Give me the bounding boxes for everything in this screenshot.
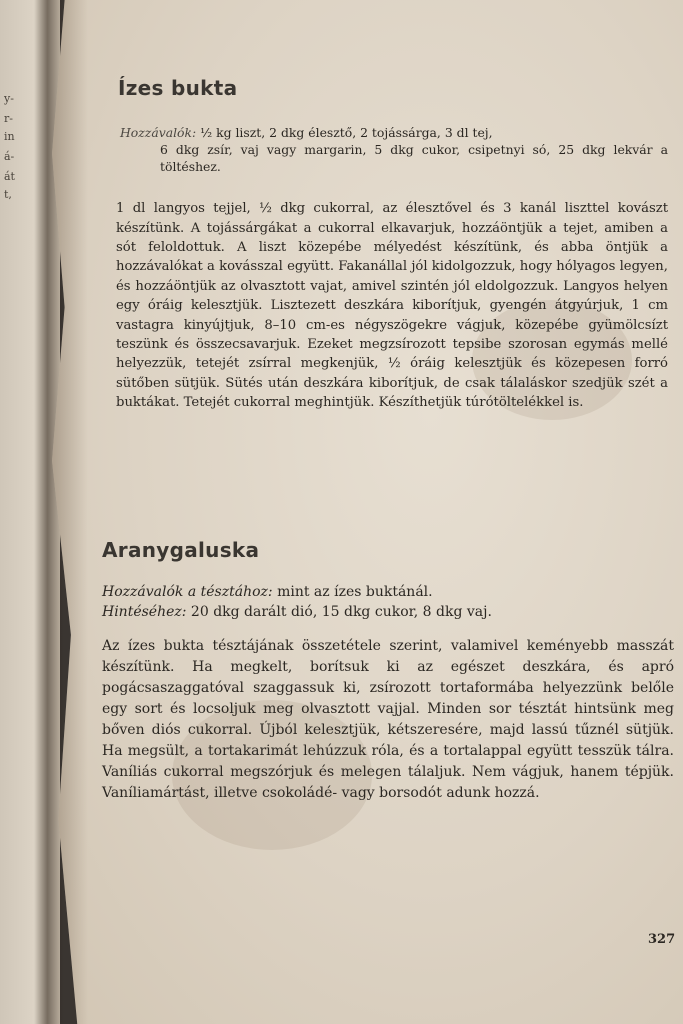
ingredients-continuation: 6 dkg zsír, vaj vagy margarin, 5 dkg cukor, csipetnyi só, 25 dkg lekvár a töltéshez. [160,142,668,174]
recipe-title-izes-bukta: Ízes bukta [118,76,238,100]
left-page-fragment: in [4,130,15,143]
left-page-fragment: át [4,170,15,183]
dough-value: mint az ízes buktánál. [272,584,433,600]
dough-ingredients [102,582,672,602]
sprinkle-value: 20 dkg darált dió, 15 dkg cukor, 8 dkg vaj. [186,604,492,620]
left-page-fragment: t, [4,188,12,201]
left-page-fragment: r- [4,112,13,125]
left-page-fragment: y- [4,92,14,105]
dough-label: Hozzávalók a tésztához: [102,584,273,600]
ingredients-first-line: ½ kg liszt, 2 dkg élesztő, 2 tojássárga, 3 dl tej, [196,125,493,140]
page-number: 327 [648,932,676,947]
sprinkle-ingredients [102,602,672,622]
ingredients-label: Hozzávalók: [120,125,197,140]
recipe2-ingredients [102,582,672,622]
recipe2-method: Az ízes bukta tésztájának összetétele szerint, valamivel keményebb masszát készítünk. Ha megkelt, borítsuk ki az egészet deszkára, és apró pogácsaszaggatóval szaggassuk ki, zsírozott tortaformába helyezzünk belőle egy sort és locsoljuk meg olvasztott vajjal. Minden sor tésztát hintsünk meg bőven diós cukorral. Újból kelesztjük, kétszeresére, majd lassú tűznél sütjük. Ha megsült, a tortakarimát lehúzzuk róla, és a tortalappal együtt tesszük tálra. Vaníliás cukorral megszórjuk és melegen tálaljuk. Nem vágjuk, hanem tépjük. Vaníliamártást, illetve csokoládé- vagy borsodót adunk hozzá. [102,638,674,801]
sprinkle-label: Hintéséhez: [102,604,187,620]
recipe1-ingredients [120,124,668,175]
recipe1-method: 1 dl langyos tejjel, ½ dkg cukorral, az élesztővel és 3 kanál liszttel kovászt készítünk. A tojássárgákat a cukorral elkavarjuk, hozzáöntjük a tejet, amiben a sót feloldottuk. A liszt közepébe mélyedést készítünk, és abba öntjük a hozzávalókat a kovásszal együtt. Fakanállal jól kidolgozzuk, hogy hólyagos legyen, és hozzáöntjük az olvasztott vajat, amivel szintén jól eldolgozzuk. Langyos helyen egy óráig kelesztjük. Lisztezett deszkára kiborítjuk, gyengén átgyúrjuk, 1 cm vastagra kinyújtjuk, 8–10 cm-es négyszögekre vágjuk, közepébe gyümölcsízt teszünk és összecsavarjuk. Ezeket megzsírozott tepsibe szorosan egymás mellé helyezzük, tetejét zsírral megkenjük, ½ óráig kelesztjük és közepesen forró sütőben sütjük. Sütés után deszkára kiborítjuk, de csak tálaláskor szedjük szét a buktákat. Tetejét cukorral meghintjük. Készíthetjük túrótöltelékkel is. [116,201,668,411]
recipe-title-aranygaluska: Aranygaluska [102,538,260,562]
left-page-fragment: á- [4,150,15,163]
